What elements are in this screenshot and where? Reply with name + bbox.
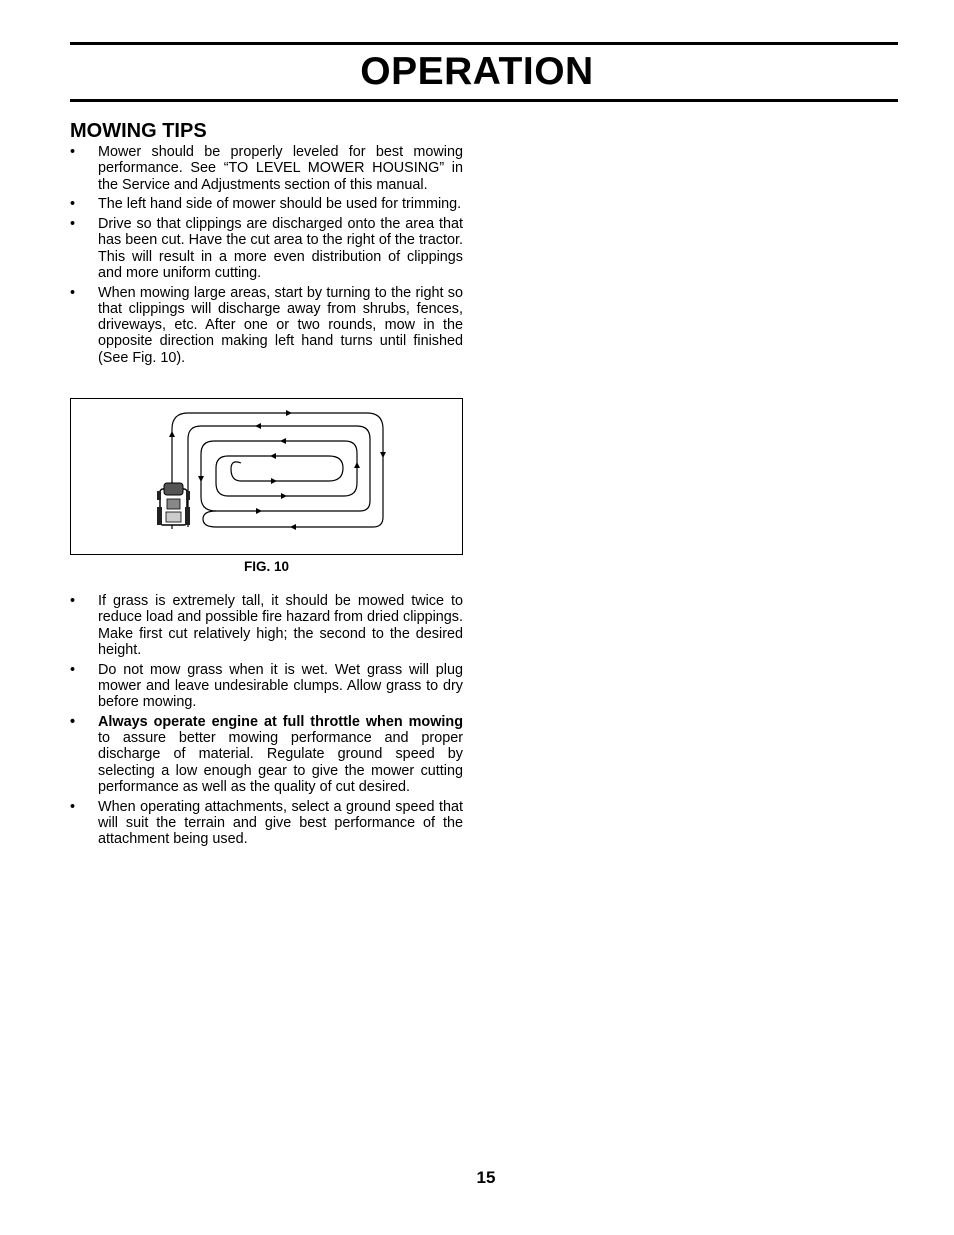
bullet: • bbox=[70, 661, 76, 678]
bullet: • bbox=[70, 196, 76, 213]
list-item bbox=[70, 714, 463, 795]
list-item bbox=[70, 285, 463, 366]
tractor-icon bbox=[157, 483, 190, 525]
list-item bbox=[70, 662, 463, 711]
top-rule bbox=[70, 42, 898, 45]
mowing-tips-list-top bbox=[70, 144, 463, 369]
page-number: 15 bbox=[476, 1168, 496, 1187]
mowing-path-lines bbox=[172, 413, 383, 529]
tip-text: to assure better mowing performance and proper discharge of material. Regulate ground speed by selecting a low enough gear to give the mower cutting performance as well as the quality of cut desired. bbox=[98, 730, 463, 796]
list-item bbox=[70, 144, 463, 193]
tip-text: When operating attachments, select a ground speed that will suit the terrain and give best performance of the attachment being used. bbox=[98, 798, 463, 848]
direction-arrows bbox=[172, 413, 383, 527]
bullet: • bbox=[70, 593, 76, 609]
tip-text: Mower should be properly leveled for best mowing performance. See “TO LEVEL MOWER HOUSING” in the Service and Adjustments section of this manual. bbox=[98, 144, 463, 193]
mowing-pattern-diagram bbox=[71, 399, 462, 554]
tip-text: Drive so that clippings are discharged onto the area that has been cut. Have the cut area to the right of the tractor. This will result in a more even distribution of clippings and more uniform cutting. bbox=[98, 215, 463, 281]
tip-text: When mowing large areas, start by turning to the right so that clippings will discharge away from shrubs, fences, driveways, etc. After one or two rounds, mow in the opposite direction making left hand turns until finished (See Fig. 10). bbox=[98, 284, 463, 366]
bullet: • bbox=[70, 713, 76, 730]
list-item bbox=[70, 216, 463, 281]
bullet: • bbox=[70, 798, 76, 815]
mowing-pattern-figure bbox=[70, 398, 463, 555]
tip-text: The left hand side of mower should be used for trimming. bbox=[98, 196, 462, 213]
tip-text: Do not mow grass when it is wet. Wet grass will plug mower and leave undesirable clumps. Allow grass to dry before mowing. bbox=[98, 661, 463, 711]
title-underline-rule bbox=[70, 99, 898, 102]
mowing-tips-list-bottom bbox=[70, 593, 463, 851]
bullet: • bbox=[70, 144, 76, 160]
list-item bbox=[70, 799, 463, 848]
list-item bbox=[70, 593, 463, 658]
tip-bold-text: Always operate engine at full throttle when mowing bbox=[98, 713, 463, 730]
section-heading: MOWING TIPS bbox=[70, 120, 207, 142]
page-title: OPERATION bbox=[360, 50, 594, 93]
list-item bbox=[70, 196, 463, 212]
bullet: • bbox=[70, 215, 76, 232]
tip-text: If grass is extremely tall, it should be mowed twice to reduce load and possible fire hazard from dried clippings. Make first cut relatively high; the second to the desired height. bbox=[98, 593, 463, 658]
bullet: • bbox=[70, 284, 76, 301]
figure-caption: FIG. 10 bbox=[243, 559, 289, 574]
